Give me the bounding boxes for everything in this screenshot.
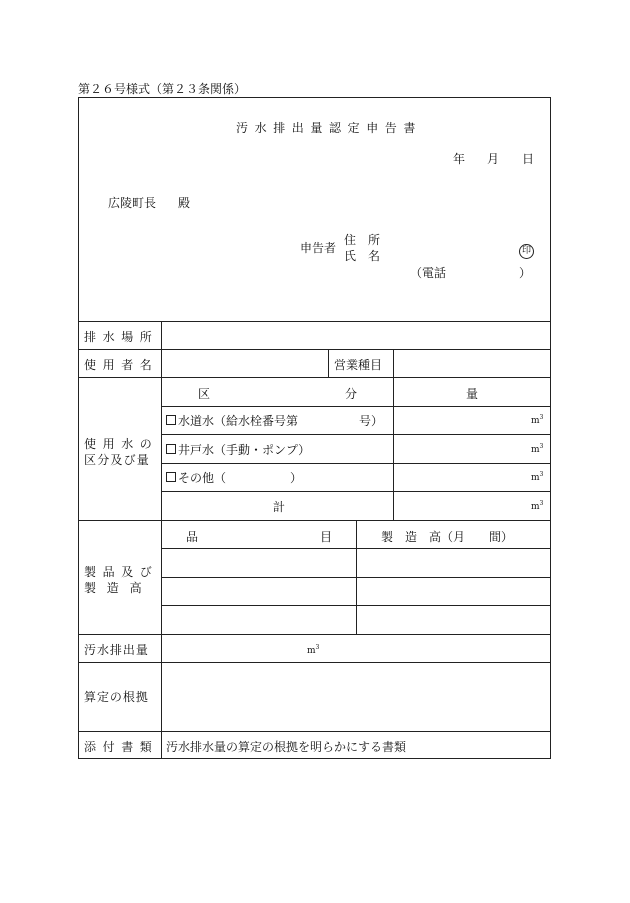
addressee-name: 広陵町長 xyxy=(108,196,157,210)
form-title: 汚水排出量認定申告書 xyxy=(236,121,423,135)
water-item-other-suffix: ） xyxy=(290,471,303,485)
water-category-header-2: 分 xyxy=(345,387,358,401)
divider xyxy=(161,463,551,464)
checkbox[interactable] xyxy=(166,472,176,482)
product-item-header-2: 目 xyxy=(320,530,333,544)
address-label: 住 所 xyxy=(344,233,381,247)
water-use-label-2: 区分及び量 xyxy=(84,453,151,467)
water-category-header-1: 区 xyxy=(198,387,211,401)
divider xyxy=(78,731,551,732)
date-year: 年 xyxy=(453,152,466,166)
divider xyxy=(161,491,551,492)
divider xyxy=(161,406,551,407)
divider xyxy=(78,520,551,521)
unit-m3: $m^3$ xyxy=(531,500,544,512)
water-item-text: その他（ xyxy=(178,471,227,485)
user-name-label: 使用者名 xyxy=(84,358,159,372)
checkbox[interactable] xyxy=(166,415,176,425)
water-item-text: 水道水（給水栓番号第 xyxy=(178,414,299,428)
products-label-2: 製造高 xyxy=(84,581,153,595)
divider xyxy=(78,349,551,350)
attachments-value: 汚水排水量の算定の根拠を明らかにする書類 xyxy=(166,740,407,754)
divider xyxy=(328,349,329,377)
sewage-volume-label: 汚水排出量 xyxy=(84,643,149,657)
unit-m3: $m^3$ xyxy=(531,471,544,483)
products-label-1: 製品及び xyxy=(84,565,159,579)
water-item-other xyxy=(166,469,226,486)
divider xyxy=(78,377,551,378)
water-total-label: 計 xyxy=(273,500,286,514)
name-label: 氏 名 xyxy=(344,249,381,263)
divider xyxy=(356,520,357,634)
attachments-label: 添付書類 xyxy=(84,740,159,754)
date-day: 日 xyxy=(522,152,535,166)
phone-label: （電話 xyxy=(410,266,447,280)
seal-mark: 印 xyxy=(519,244,534,259)
phone-close: ） xyxy=(519,266,532,280)
unit-m3: $m^3$ xyxy=(531,414,544,426)
calc-basis-label: 算定の根拠 xyxy=(84,690,149,704)
business-type-label: 営業種目 xyxy=(334,358,383,372)
divider xyxy=(78,662,551,663)
applicant-label: 申告者 xyxy=(300,241,337,255)
divider xyxy=(161,321,162,759)
divider xyxy=(393,349,394,377)
water-item-tap-suffix: 号） xyxy=(359,414,384,428)
divider xyxy=(161,434,551,435)
water-use-label-1: 使用水の xyxy=(84,437,159,451)
divider xyxy=(78,634,551,635)
addressee-honorific: 殿 xyxy=(178,196,191,210)
divider xyxy=(393,377,394,520)
discharge-location-label: 排水場所 xyxy=(84,330,159,344)
product-item-header-1: 品 xyxy=(186,530,199,544)
checkbox[interactable] xyxy=(166,444,176,454)
date-month: 月 xyxy=(487,152,500,166)
product-volume-header: 製 造 高（月 間） xyxy=(381,530,514,544)
water-amount-header: 量 xyxy=(466,387,479,401)
form-number: 第２６号様式（第２３条関係） xyxy=(78,82,247,96)
divider xyxy=(78,321,551,322)
unit-m3: $m^3$ xyxy=(531,443,544,455)
water-item-text: 井戸水（手動・ポンプ） xyxy=(178,443,311,457)
water-item-well xyxy=(166,441,310,458)
water-item-tap xyxy=(166,412,298,429)
unit-m3: $m^3$ xyxy=(307,644,320,656)
